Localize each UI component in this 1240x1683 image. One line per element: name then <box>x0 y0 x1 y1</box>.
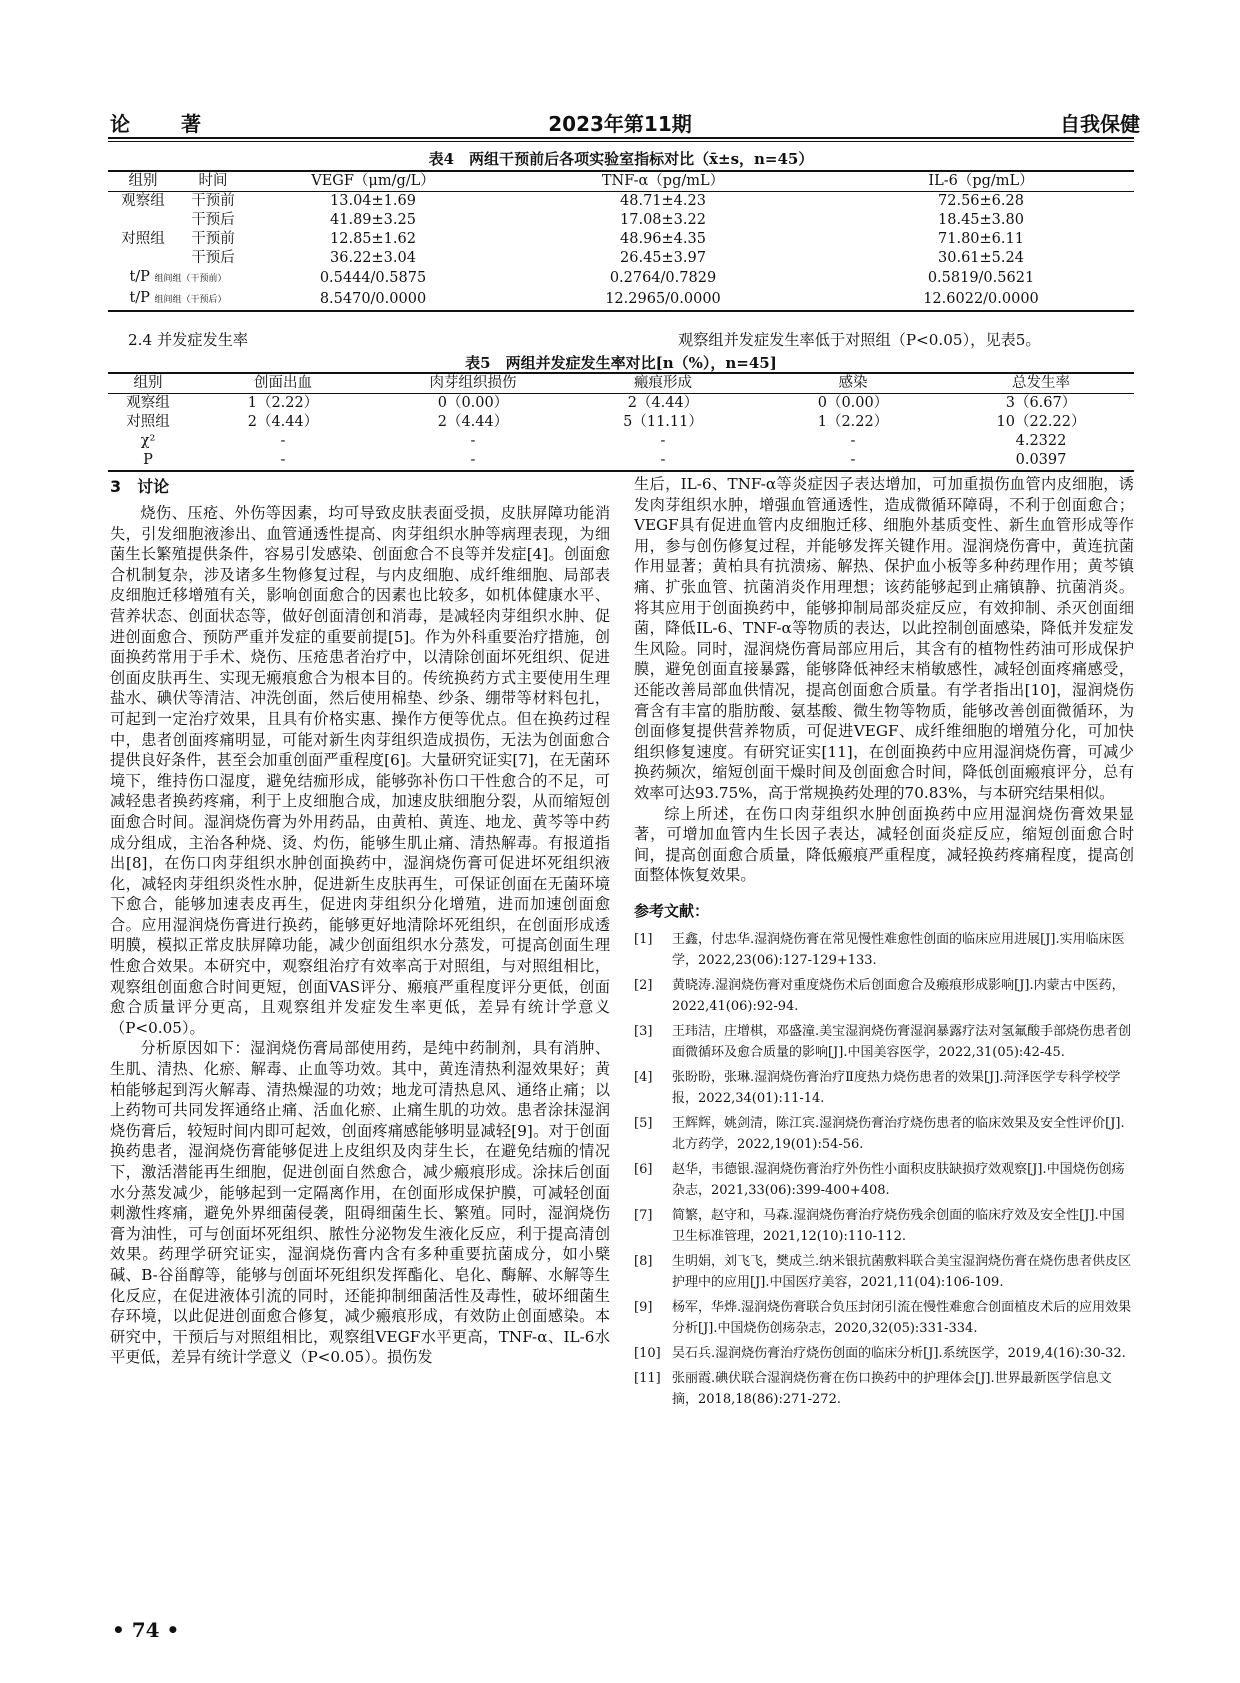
reference-number: [5] <box>634 1115 653 1131</box>
table5-col-total: 总发生率 <box>948 373 1134 394</box>
reference-text: 张丽霞.碘伏联合湿润烧伤膏在伤口换药中的护理体会[J].世界最新医学信息文摘，2018,18(86):271-272. <box>672 1370 1112 1407</box>
paragraph: 分析原因如下：湿润烧伤膏局部使用药，是纯中药制剂，具有消肿、生肌、清热、化瘀、解毒、止血等功效。其中，黄连清热利湿效果好；黄柏能够起到泻火解毒、清热燥湿的功效；地龙可清热息风、通络止痛；以上药物可共同发挥通络止痛、活血化瘀、止痛生肌的功效。患者涂抹湿润烧伤膏后，较短时间内即可起效，创面疼痛感能够明显减轻[9]。对于创面换药患者，湿润烧伤膏能够促进上皮组织及肉芽生长，在避免结痂的情况下，激活潜能再生细胞，促进创面自然愈合，减少瘢痕形成。涂抹后创面水分蒸发减少，能够起到一定隔离作用，在创面形成保护膜，可减轻创面刺激性疼痛，避免外界细菌侵袭，阻碍细菌生长、繁殖。同时，湿润烧伤膏为油性，可与创面坏死组织、脓性分泌物发生液化反应，利于提高清创效果。药理学研究证实，湿润烧伤膏内含有多种重要抗菌成分，如小檗碱、B-谷甾醇等，能够与创面坏死组织发挥酯化、皂化、酶解、水解等生化反应，在促进液体引流的同时，还能抑制细菌活性及毒性，破坏细菌生存环境，以此促进创面愈合修复，减少瘢痕形成，有效防止创面感染。本研究中，干预后与对照组相比，观察组VEGF水平更高，TNF-α、IL-6水平更低，差异有统计学意义（P<0.05）。损伤发 <box>110 1039 610 1367</box>
table4-col-vegf: VEGF（μm/g/L） <box>248 171 498 192</box>
table-cell: 12.85±1.62 <box>330 231 416 247</box>
reference-text: 杨军，华烨.湿润烧伤膏联合负压封闭引流在慢性难愈合创面植皮术后的应用效果分析[J].中国烧伤创疡杂志，2020,32(05):331-334. <box>672 1299 1132 1336</box>
discussion-heading: 3 讨论 <box>110 477 170 496</box>
table5-col-granulation: 肉芽组织损伤 <box>378 373 568 394</box>
table-cell: 2（4.44） <box>437 414 509 430</box>
table-cell <box>108 211 178 230</box>
page-number: • 74 • <box>112 1618 180 1642</box>
reference-text: 生明娟，刘飞飞，樊成兰.纳米银抗菌敷料联合美宝湿润烧伤膏在烧伤患者供皮区护理中的应用[J].中国医疗美容，2021,11(04):106-109. <box>672 1253 1132 1290</box>
table-cell: 干预后 <box>191 212 235 228</box>
reference-item <box>634 929 1134 971</box>
reference-item <box>634 975 1134 1017</box>
table-cell: χ² <box>140 433 156 449</box>
header-journal-name: 自我保健 <box>1060 112 1140 136</box>
reference-number: [8] <box>634 1253 653 1269</box>
table-cell: 0.5444/0.5875 <box>319 270 427 286</box>
table4-header-row <box>108 171 1134 192</box>
table5-header-row <box>108 373 1134 394</box>
discussion-left-text <box>110 503 610 1368</box>
table-cell: - <box>850 433 856 449</box>
discussion-right-text <box>634 474 1134 886</box>
section-2-4-heading: 2.4 并发症发生率 <box>128 331 249 349</box>
table-row <box>108 432 1134 451</box>
table-cell: 3（6.67） <box>1005 395 1077 411</box>
table-cell: 0（0.00） <box>437 395 509 411</box>
reference-item <box>634 1021 1134 1063</box>
table-row <box>108 413 1134 432</box>
header-rule-thin <box>108 141 1134 142</box>
table-cell: 13.04±1.69 <box>330 193 416 209</box>
table-cell: 12.2965/0.0000 <box>498 289 828 311</box>
table-cell: 30.61±5.24 <box>938 250 1024 266</box>
reference-number: [7] <box>634 1207 653 1223</box>
table-cell: 干预前 <box>191 193 235 209</box>
reference-item <box>634 1067 1134 1109</box>
table-cell: 4.2322 <box>1015 433 1067 449</box>
table-cell: 10（22.22） <box>996 414 1086 430</box>
section-2-4-text: 观察组并发症发生率低于对照组（P<0.05），见表5。 <box>678 331 1041 349</box>
table-row <box>108 289 1134 311</box>
reference-number: [6] <box>634 1161 653 1177</box>
reference-text: 王玮洁，庄增棋，邓盛潼.美宝湿润烧伤膏湿润暴露疗法对氢氟酸手部烧伤患者创面微循环及愈合质量的影响[J].中国美容医学，2022,31(05):42-45. <box>672 1023 1132 1060</box>
table-cell: 48.96±4.35 <box>620 231 706 247</box>
reference-number: [2] <box>634 977 653 993</box>
table4-col-group: 组别 <box>108 171 178 192</box>
table-row <box>108 268 1134 289</box>
table-row <box>108 394 1134 414</box>
table-cell: - <box>758 451 948 471</box>
table-cell: 8.5470/0.0000 <box>248 289 498 311</box>
table5-col-bleeding: 创面出血 <box>188 373 378 394</box>
reference-item <box>634 1251 1134 1293</box>
table-row <box>108 211 1134 230</box>
table-cell: 0.2764/0.7829 <box>609 270 717 286</box>
reference-number: [4] <box>634 1069 653 1085</box>
table-cell: P <box>108 451 188 471</box>
table-cell: 41.89±3.25 <box>330 212 416 228</box>
stat-subscript: 组间组（干预前） <box>154 274 227 284</box>
reference-number: [11] <box>634 1370 661 1386</box>
reference-text: 赵华，韦德银.湿润烧伤膏治疗外伤性小面积皮肤缺损疗效观察[J].中国烧伤创疡杂志，2021,33(06):399-400+408. <box>672 1161 1125 1198</box>
table-cell: 2（4.44） <box>627 395 699 411</box>
reference-text: 简繁，赵守和，马森.湿润烧伤膏治疗烧伤残余创面的临床疗效及安全性[J].中国卫生标准管理，2021,12(10):110-112. <box>672 1207 1125 1244</box>
table4-col-tnf: TNF-α（pg/mL） <box>498 171 828 192</box>
table4 <box>108 170 1134 312</box>
paragraph: 烧伤、压疮、外伤等因素，均可导致皮肤表面受损，皮肤屏障功能消失，引发细胞液渗出、血管通透性提高、肉芽组织水肿等病理表现，为细菌生长繁殖提供条件，容易引发感染、创面愈合不良等并发症[4]。创面愈合机制复杂，涉及诸多生物修复过程，与内皮细胞、成纤维细胞、局部表皮细胞迁移增殖有关，影响创面愈合的因素也比较多，如机体健康水平、营养状态、创面状态等，做好创面清创和消毒，是减轻肉芽组织水肿、促进创面愈合、预防严重并发症的重要前提[5]。作为外科重要治疗措施，创面换药常用于手术、烧伤、压疮患者治疗中，以清除创面坏死组织、促进创面皮肤再生、实现无瘢痕愈合为根本目的。传统换药方式主要使用生理盐水、碘伏等清洁、冲洗创面，然后使用棉垫、纱条、绷带等材料包扎，可起到一定治疗效果，且具有价格实惠、操作方便等优点。但在换药过程中，患者创面疼痛明显，可能对新生肉芽组织造成损伤，无法为创面愈合提供良好条件，甚至会加重创面严重程度[6]。大量研究证实[7]，在无菌环境下，维持伤口湿度，避免结痂形成，能够弥补伤口干性愈合的不足，可减轻患者换药疼痛，利于上皮细胞合成，加速皮肤细胞分裂，从而缩短创面愈合时间。湿润烧伤膏为外用药品，由黄柏、黄连、地龙、黄芩等中药成分组成，主治各种烧、烫、灼伤，能够生肌止痛、清热解毒。有报道指出[8]，在伤口肉芽组织水肿创面换药中，湿润烧伤膏可促进坏死组织液化，减轻肉芽组织炎性水肿，促进新生皮肤再生，可保证创面在无菌环境下愈合，能够加速表皮再生，促进肉芽组织分化增殖，进而加速创面愈合。应用湿润烧伤膏进行换药，能够更好地清除坏死组织，在创面形成透明膜，模拟正常皮肤屏障功能，减少创面组织水分蒸发，可提高创面生理性愈合效果。本研究中，观察组治疗有效率高于对照组，与对照组相比，观察组创面愈合时间更短，创面VAS评分、瘢痕严重程度评分更低，创面愈合质量评分更高，且观察组并发症发生率更低，差异有统计学意义（P<0.05）。 <box>110 504 610 1037</box>
table-cell: 0.0397 <box>948 451 1134 471</box>
table-cell: 0.5819/0.5621 <box>927 270 1035 286</box>
table-cell: 干预前 <box>191 231 235 247</box>
references-heading: 参考文献： <box>634 901 710 920</box>
table-cell: - <box>280 433 286 449</box>
table5 <box>108 372 1134 472</box>
reference-text: 王辉辉，姚剑清，陈江宾.湿润烧伤膏治疗烧伤患者的临床效果及安全性评价[J].北方药学，2022,19(01):54-56. <box>672 1115 1125 1152</box>
reference-text: 张盼盼，张琳.湿润烧伤膏治疗Ⅱ度热力烧伤患者的效果[J].菏泽医学专科学校学报，2022,34(01):11-14. <box>672 1069 1121 1106</box>
reference-item <box>634 1297 1134 1339</box>
table5-col-infection: 感染 <box>758 373 948 394</box>
table-cell: - <box>378 451 568 471</box>
table-cell <box>108 249 178 268</box>
table5-col-group: 组别 <box>108 373 188 394</box>
table5-col-scar: 瘢痕形成 <box>568 373 758 394</box>
reference-text: 吴石兵.湿润烧伤膏治疗烧伤创面的临床分析[J].系统医学，2019,4(16):30-32. <box>672 1345 1126 1361</box>
table-cell: 71.80±6.11 <box>938 231 1024 247</box>
stat-subscript: 组间组（干预后） <box>154 295 227 305</box>
reference-item <box>634 1113 1134 1155</box>
table-cell: 48.71±4.23 <box>620 193 706 209</box>
table-cell: 对照组 <box>126 414 170 430</box>
table-cell: 干预后 <box>191 250 235 266</box>
table-cell: - <box>568 451 758 471</box>
header-section-label: 论 著 <box>110 112 223 136</box>
stat-label: t/P <box>129 290 150 306</box>
stat-label: t/P <box>129 269 150 285</box>
reference-text: 黄晓涛.湿润烧伤膏对重度烧伤术后创面愈合及瘢痕形成影响[J].内蒙古中医药，2022,41(06):92-94. <box>672 977 1125 1014</box>
table-cell: 5（11.11） <box>623 414 703 430</box>
reference-item <box>634 1205 1134 1247</box>
right-column <box>634 474 1134 1414</box>
table-cell: - <box>470 433 476 449</box>
reference-item <box>634 1159 1134 1201</box>
reference-number: [10] <box>634 1345 661 1361</box>
left-column <box>110 474 610 1368</box>
table-row <box>108 192 1134 212</box>
table-row <box>108 230 1134 249</box>
table-cell: 36.22±3.04 <box>330 250 416 266</box>
table-cell: 观察组 <box>126 395 170 411</box>
table-row <box>108 451 1134 471</box>
table4-title: 表4 两组干预前后各项实验室指标对比（x̄±s，n=45） <box>428 150 814 168</box>
table-cell: 26.45±3.97 <box>620 250 706 266</box>
references-list <box>634 929 1134 1410</box>
reference-item <box>634 1343 1134 1364</box>
table-cell: 观察组 <box>121 193 165 209</box>
header-rule <box>108 137 1134 139</box>
table-cell: 1（2.22） <box>817 414 889 430</box>
reference-text: 王鑫，付忠华.湿润烧伤膏在常见慢性难愈性创面的临床应用进展[J].实用临床医学，2022,23(06):127-129+133. <box>672 931 1125 968</box>
reference-number: [1] <box>634 931 653 947</box>
table-cell <box>108 289 248 311</box>
table-cell: 12.6022/0.0000 <box>828 289 1134 311</box>
reference-number: [3] <box>634 1023 653 1039</box>
reference-item <box>634 1368 1134 1410</box>
table-cell: 对照组 <box>121 231 165 247</box>
paragraph: 生后，IL-6、TNF-α等炎症因子表达增加，可加重损伤血管内皮细胞，诱发肉芽组织水肿，增强血管通透性，造成微循环障碍，不利于创面愈合；VEGF具有促进血管内皮细胞迁移、细胞外基质变性、新生血管形成等作用，参与创伤修复过程，并能够发挥关键作用。湿润烧伤膏中，黄连抗菌作用显著；黄柏具有抗溃疡、解热、保护血小板等多种药理作用；黄芩镇痛、扩张血管、抗菌消炎作用理想；该药能够起到止痛镇静、抗菌消炎。将其应用于创面换药中，能够抑制局部炎症反应，有效抑制、杀灭创面细菌，降低IL-6、TNF-α等物质的表达，以此控制创面感染，降低并发症发生风险。同时，湿润烧伤膏局部应用后，其含有的植物性药油可形成保护膜，避免创面直接暴露，能够降低神经末梢敏感性，减轻创面疼痛感受，还能改善局部血供情况，提高创面愈合质量。有学者指出[10]，湿润烧伤膏含有丰富的脂肪酸、氨基酸、微生物等物质，能够改善创面微循环，为创面修复提供营养物质，可促进VEGF、成纤维细胞的增殖分化，可加快组织修复速度。有研究证实[11]，在创面换药中应用湿润烧伤膏，可减少换药频次，缩短创面干燥时间及创面愈合时间，降低创面瘢痕评分，总有效率可达93.75%，高于常规换药处理的70.83%，与本研究结果相似。 <box>634 475 1134 802</box>
table-cell: 72.56±6.28 <box>938 193 1024 209</box>
table-cell: 2（4.44） <box>247 414 319 430</box>
table4-col-time: 时间 <box>178 171 248 192</box>
table-cell: - <box>188 451 378 471</box>
table5-title: 表5 两组并发症发生率对比[n（%），n=45] <box>465 354 777 372</box>
table-cell: 17.08±3.22 <box>620 212 706 228</box>
table-row <box>108 249 1134 268</box>
paragraph: 综上所述，在伤口肉芽组织水肿创面换药中应用湿润烧伤膏效果显著，可增加血管内生长因子表达，减轻创面炎症反应，缩短创面愈合时间，提高创面愈合质量，降低瘢痕严重程度，减轻换药疼痛程度，提高创面整体恢复效果。 <box>634 804 1134 885</box>
reference-number: [9] <box>634 1299 653 1315</box>
table-cell: 0（0.00） <box>817 395 889 411</box>
table-cell: - <box>660 433 666 449</box>
table-cell: 18.45±3.80 <box>938 212 1024 228</box>
table4-col-il6: IL-6（pg/mL） <box>828 171 1134 192</box>
table-cell: 1（2.22） <box>247 395 319 411</box>
table-cell <box>108 268 248 289</box>
header-issue: 2023年第11期 <box>548 112 692 136</box>
